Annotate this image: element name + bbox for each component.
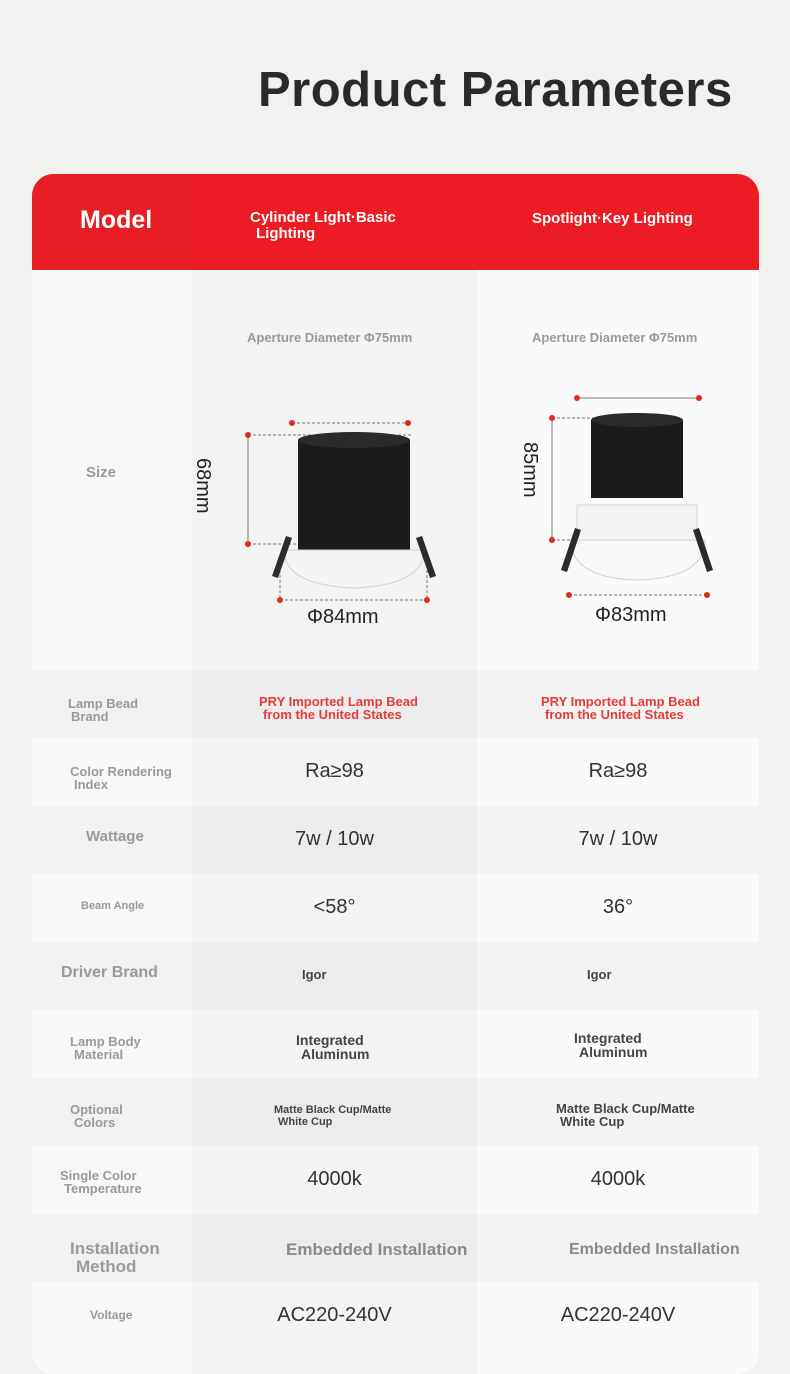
row-label	[70, 1240, 160, 1276]
row-label-line2: Index	[74, 777, 108, 792]
header-spotlight: Spotlight·Key Lighting	[532, 210, 693, 227]
size-row	[32, 270, 759, 670]
cylinder-light-drawing	[212, 410, 442, 610]
table-row-lamp-body	[32, 1010, 759, 1078]
col1-aperture-text: Aperture Diameter Φ75mm	[247, 330, 413, 345]
col2-value: Igor	[587, 967, 612, 982]
row-label-line2: Brand	[71, 709, 109, 724]
col1-value	[296, 1033, 369, 1061]
col2-height-dimension: 85mm	[519, 442, 541, 498]
col2-value	[556, 1102, 695, 1128]
col2-value: Embedded Installation	[569, 1241, 740, 1258]
col1-value-line2: Aluminum	[301, 1046, 370, 1062]
col1-value-line1: PRY Imported Lamp Bead	[259, 694, 418, 709]
col1-value: <58°	[313, 896, 356, 918]
col2-value-line1: PRY Imported Lamp Bead	[541, 694, 700, 709]
col1-value-line2: from the United States	[263, 707, 402, 722]
table-header	[32, 174, 759, 270]
row-label-line2: Colors	[74, 1115, 116, 1130]
table-row-installation	[32, 1214, 759, 1282]
row-label-line2: Temperature	[64, 1181, 142, 1196]
col2-value: Ra≥98	[588, 760, 648, 782]
row-label-line1: Lamp Bead	[68, 696, 139, 711]
col1-value-line2: White Cup	[278, 1116, 333, 1128]
row-label: Beam Angle	[81, 900, 145, 912]
row-label-line1: Installation	[70, 1239, 160, 1258]
col1-value: Igor	[302, 967, 327, 982]
table-row-optional-colors	[32, 1078, 759, 1146]
col2-value: 4000k	[590, 1168, 646, 1190]
row-label	[70, 1035, 141, 1061]
table-row-beam-angle	[32, 874, 759, 942]
row-label	[70, 765, 172, 791]
table-row-driver-brand	[32, 942, 759, 1010]
col1-value-line1: Integrated	[296, 1032, 364, 1048]
header-cylinder-light	[250, 210, 450, 242]
row-label	[60, 1169, 142, 1195]
col1-value	[259, 695, 418, 721]
row-label-line2: Material	[74, 1047, 124, 1062]
col2-value: 7w / 10w	[578, 828, 658, 850]
col2-value	[541, 695, 700, 721]
col2-value: 36°	[602, 896, 634, 918]
col2-value-line2: from the United States	[545, 707, 684, 722]
header-model-label: Model	[80, 206, 153, 234]
spotlight-drawing	[537, 380, 757, 600]
col1-value	[274, 1104, 391, 1128]
page-title: Product Parameters	[258, 63, 733, 117]
size-label: Size	[86, 464, 117, 481]
row-label: Driver Brand	[61, 964, 158, 981]
cylinder-body	[272, 432, 436, 588]
col1-value: 7w / 10w	[295, 828, 374, 850]
col1-value-line1: Matte Black Cup/Matte	[274, 1104, 392, 1116]
header-col1-line2: Lighting	[256, 225, 316, 242]
col1-value: Ra≥98	[305, 760, 364, 782]
row-label-line2: Method	[76, 1257, 137, 1276]
col2-value-line1: Integrated	[574, 1030, 642, 1046]
table-row-cri	[32, 738, 759, 806]
col2-value-line2: Aluminum	[579, 1044, 648, 1060]
row-label-line1: Single Color	[60, 1168, 137, 1183]
col2-value	[574, 1031, 647, 1059]
row-label-line1: Color Rendering	[70, 764, 172, 779]
col1-width-dimension: Φ84mm	[307, 606, 379, 628]
header-col1-line1: Cylinder Light·Basic	[250, 209, 396, 226]
col2-value-line1: Matte Black Cup/Matte	[556, 1101, 695, 1116]
row-label	[68, 697, 138, 723]
spotlight-body	[561, 413, 713, 580]
table-row-color-temperature	[32, 1146, 759, 1214]
row-label: Wattage	[86, 828, 144, 845]
col2-width-dimension: Φ83mm	[595, 604, 667, 626]
row-label-line1: Optional	[70, 1102, 123, 1117]
row-label	[70, 1103, 123, 1129]
row-label-line1: Lamp Body	[70, 1034, 141, 1049]
row-label: Voltage	[90, 1308, 133, 1322]
col2-value: AC220-240V	[560, 1304, 676, 1326]
col1-value: 4000k	[307, 1168, 362, 1190]
parameters-table	[32, 174, 759, 1374]
table-row-lamp-bead	[32, 670, 759, 738]
col1-value: AC220-240V	[277, 1304, 392, 1326]
col2-value-line2: White Cup	[560, 1114, 625, 1129]
table-row-wattage	[32, 806, 759, 874]
table-row-voltage	[32, 1282, 759, 1350]
col2-aperture-text: Aperture Diameter Φ75mm	[532, 330, 698, 345]
col1-height-dimension: 68mm	[192, 458, 214, 514]
col1-value: Embedded Installation	[286, 1240, 468, 1259]
